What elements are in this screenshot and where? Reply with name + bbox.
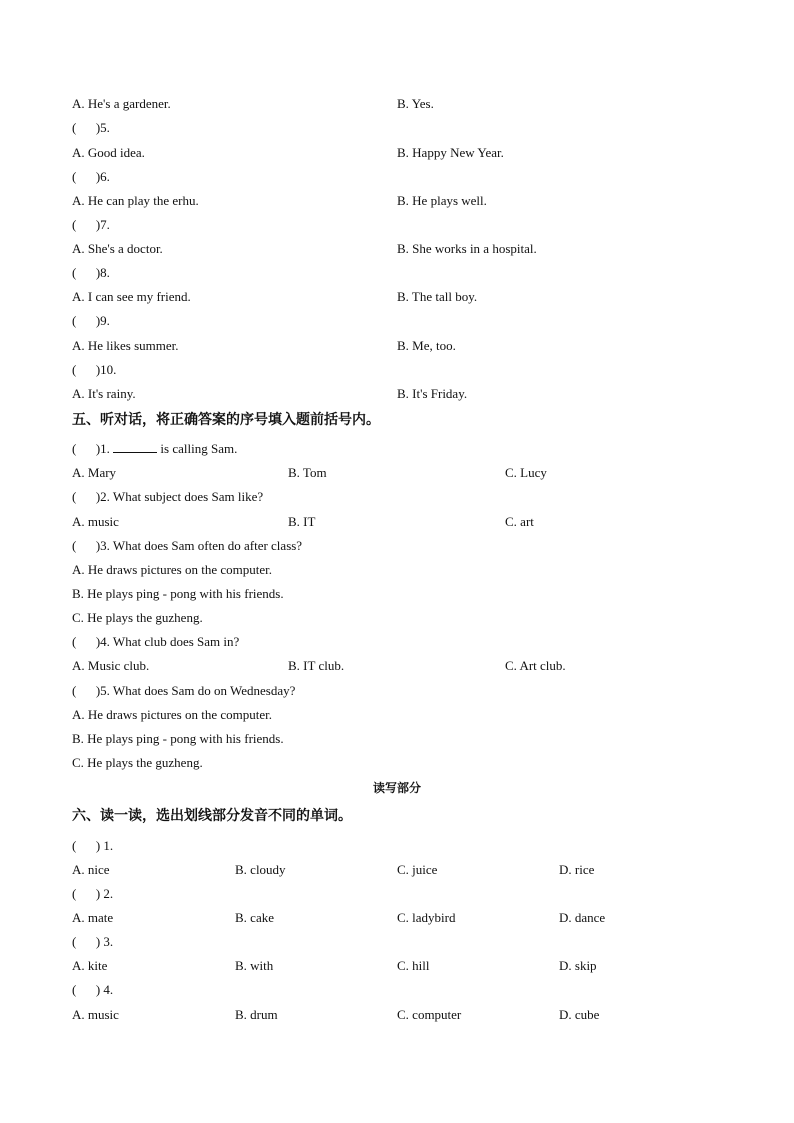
question-2: ( ) 2. — [72, 886, 114, 901]
section-heading-part5: 五、听对话，将正确答案的序号填入题前括号内。 — [72, 412, 380, 428]
option-b: B. Yes. — [397, 96, 434, 111]
question-4: ( ) 4. — [72, 982, 114, 997]
option-c: C. Lucy — [505, 465, 547, 480]
option-d: D. skip — [559, 958, 597, 973]
option-a: A. music — [72, 514, 119, 529]
option-a: A. He can play the erhu. — [72, 193, 199, 208]
option-c: C. juice — [397, 862, 438, 877]
answer-blank — [113, 441, 157, 453]
question-1: ( ) 1. — [72, 838, 114, 853]
option-a: A. She's a doctor. — [72, 241, 163, 256]
option-a: A. He's a gardener. — [72, 96, 171, 111]
option-b: B. cloudy — [235, 862, 286, 877]
question-label: ( )10. — [72, 362, 117, 377]
option-c: C. He plays the guzheng. — [72, 610, 203, 625]
question-label: ( )8. — [72, 265, 110, 280]
option-b: B. IT club. — [288, 658, 345, 673]
option-a: A. mate — [72, 910, 114, 925]
option-a: A. nice — [72, 862, 110, 877]
option-a: A. Good idea. — [72, 145, 145, 160]
question-3: ( )3. What does Sam often do after class? — [72, 538, 303, 553]
option-c: C. Art club. — [505, 658, 566, 673]
option-b: B. She works in a hospital. — [397, 241, 537, 256]
question-label: ( )6. — [72, 169, 110, 184]
question-label: ( )7. — [72, 217, 110, 232]
option-b: B. Happy New Year. — [397, 145, 504, 160]
option-c: C. art — [505, 514, 534, 529]
option-a: A. He likes summer. — [72, 338, 179, 353]
option-b: B. He plays well. — [397, 193, 487, 208]
option-a: A. He draws pictures on the computer. — [72, 707, 273, 722]
option-c: C. ladybird — [397, 910, 456, 925]
option-b: B. He plays ping - pong with his friends. — [72, 731, 284, 746]
option-a: A. kite — [72, 958, 108, 973]
option-c: C. hill — [397, 958, 430, 973]
option-b: B. Tom — [288, 465, 327, 480]
option-b: B. with — [235, 958, 274, 973]
option-b: B. drum — [235, 1007, 278, 1022]
option-b: B. It's Friday. — [397, 386, 468, 401]
option-b: B. The tall boy. — [397, 289, 478, 304]
option-a: A. Music club. — [72, 658, 150, 673]
section-heading-part6: 六、读一读，选出划线部分发音不同的单词。 — [72, 808, 352, 824]
option-d: D. cube — [559, 1007, 600, 1022]
question-4: ( )4. What club does Sam in? — [72, 634, 240, 649]
option-a: A. Mary — [72, 465, 117, 480]
section-title: 读写部分 — [372, 781, 421, 795]
question-text: ( )1. — [72, 441, 114, 456]
question-label: ( )9. — [72, 313, 110, 328]
option-d: D. rice — [559, 862, 595, 877]
option-a: A. music — [72, 1007, 119, 1022]
question-text: is calling Sam. — [157, 441, 238, 456]
question-5: ( )5. What does Sam do on Wednesday? — [72, 683, 296, 698]
option-b: B. cake — [235, 910, 274, 925]
question-label: ( )5. — [72, 120, 110, 135]
option-c: C. He plays the guzheng. — [72, 755, 203, 770]
option-b: B. Me, too. — [397, 338, 456, 353]
option-c: C. computer — [397, 1007, 462, 1022]
question-2: ( )2. What subject does Sam like? — [72, 489, 264, 504]
question-1 — [72, 441, 237, 457]
question-3: ( ) 3. — [72, 934, 114, 949]
option-b: B. He plays ping - pong with his friends. — [72, 586, 284, 601]
option-a: A. It's rainy. — [72, 386, 136, 401]
option-d: D. dance — [559, 910, 606, 925]
option-a: A. I can see my friend. — [72, 289, 191, 304]
option-b: B. IT — [288, 514, 316, 529]
option-a: A. He draws pictures on the computer. — [72, 562, 273, 577]
